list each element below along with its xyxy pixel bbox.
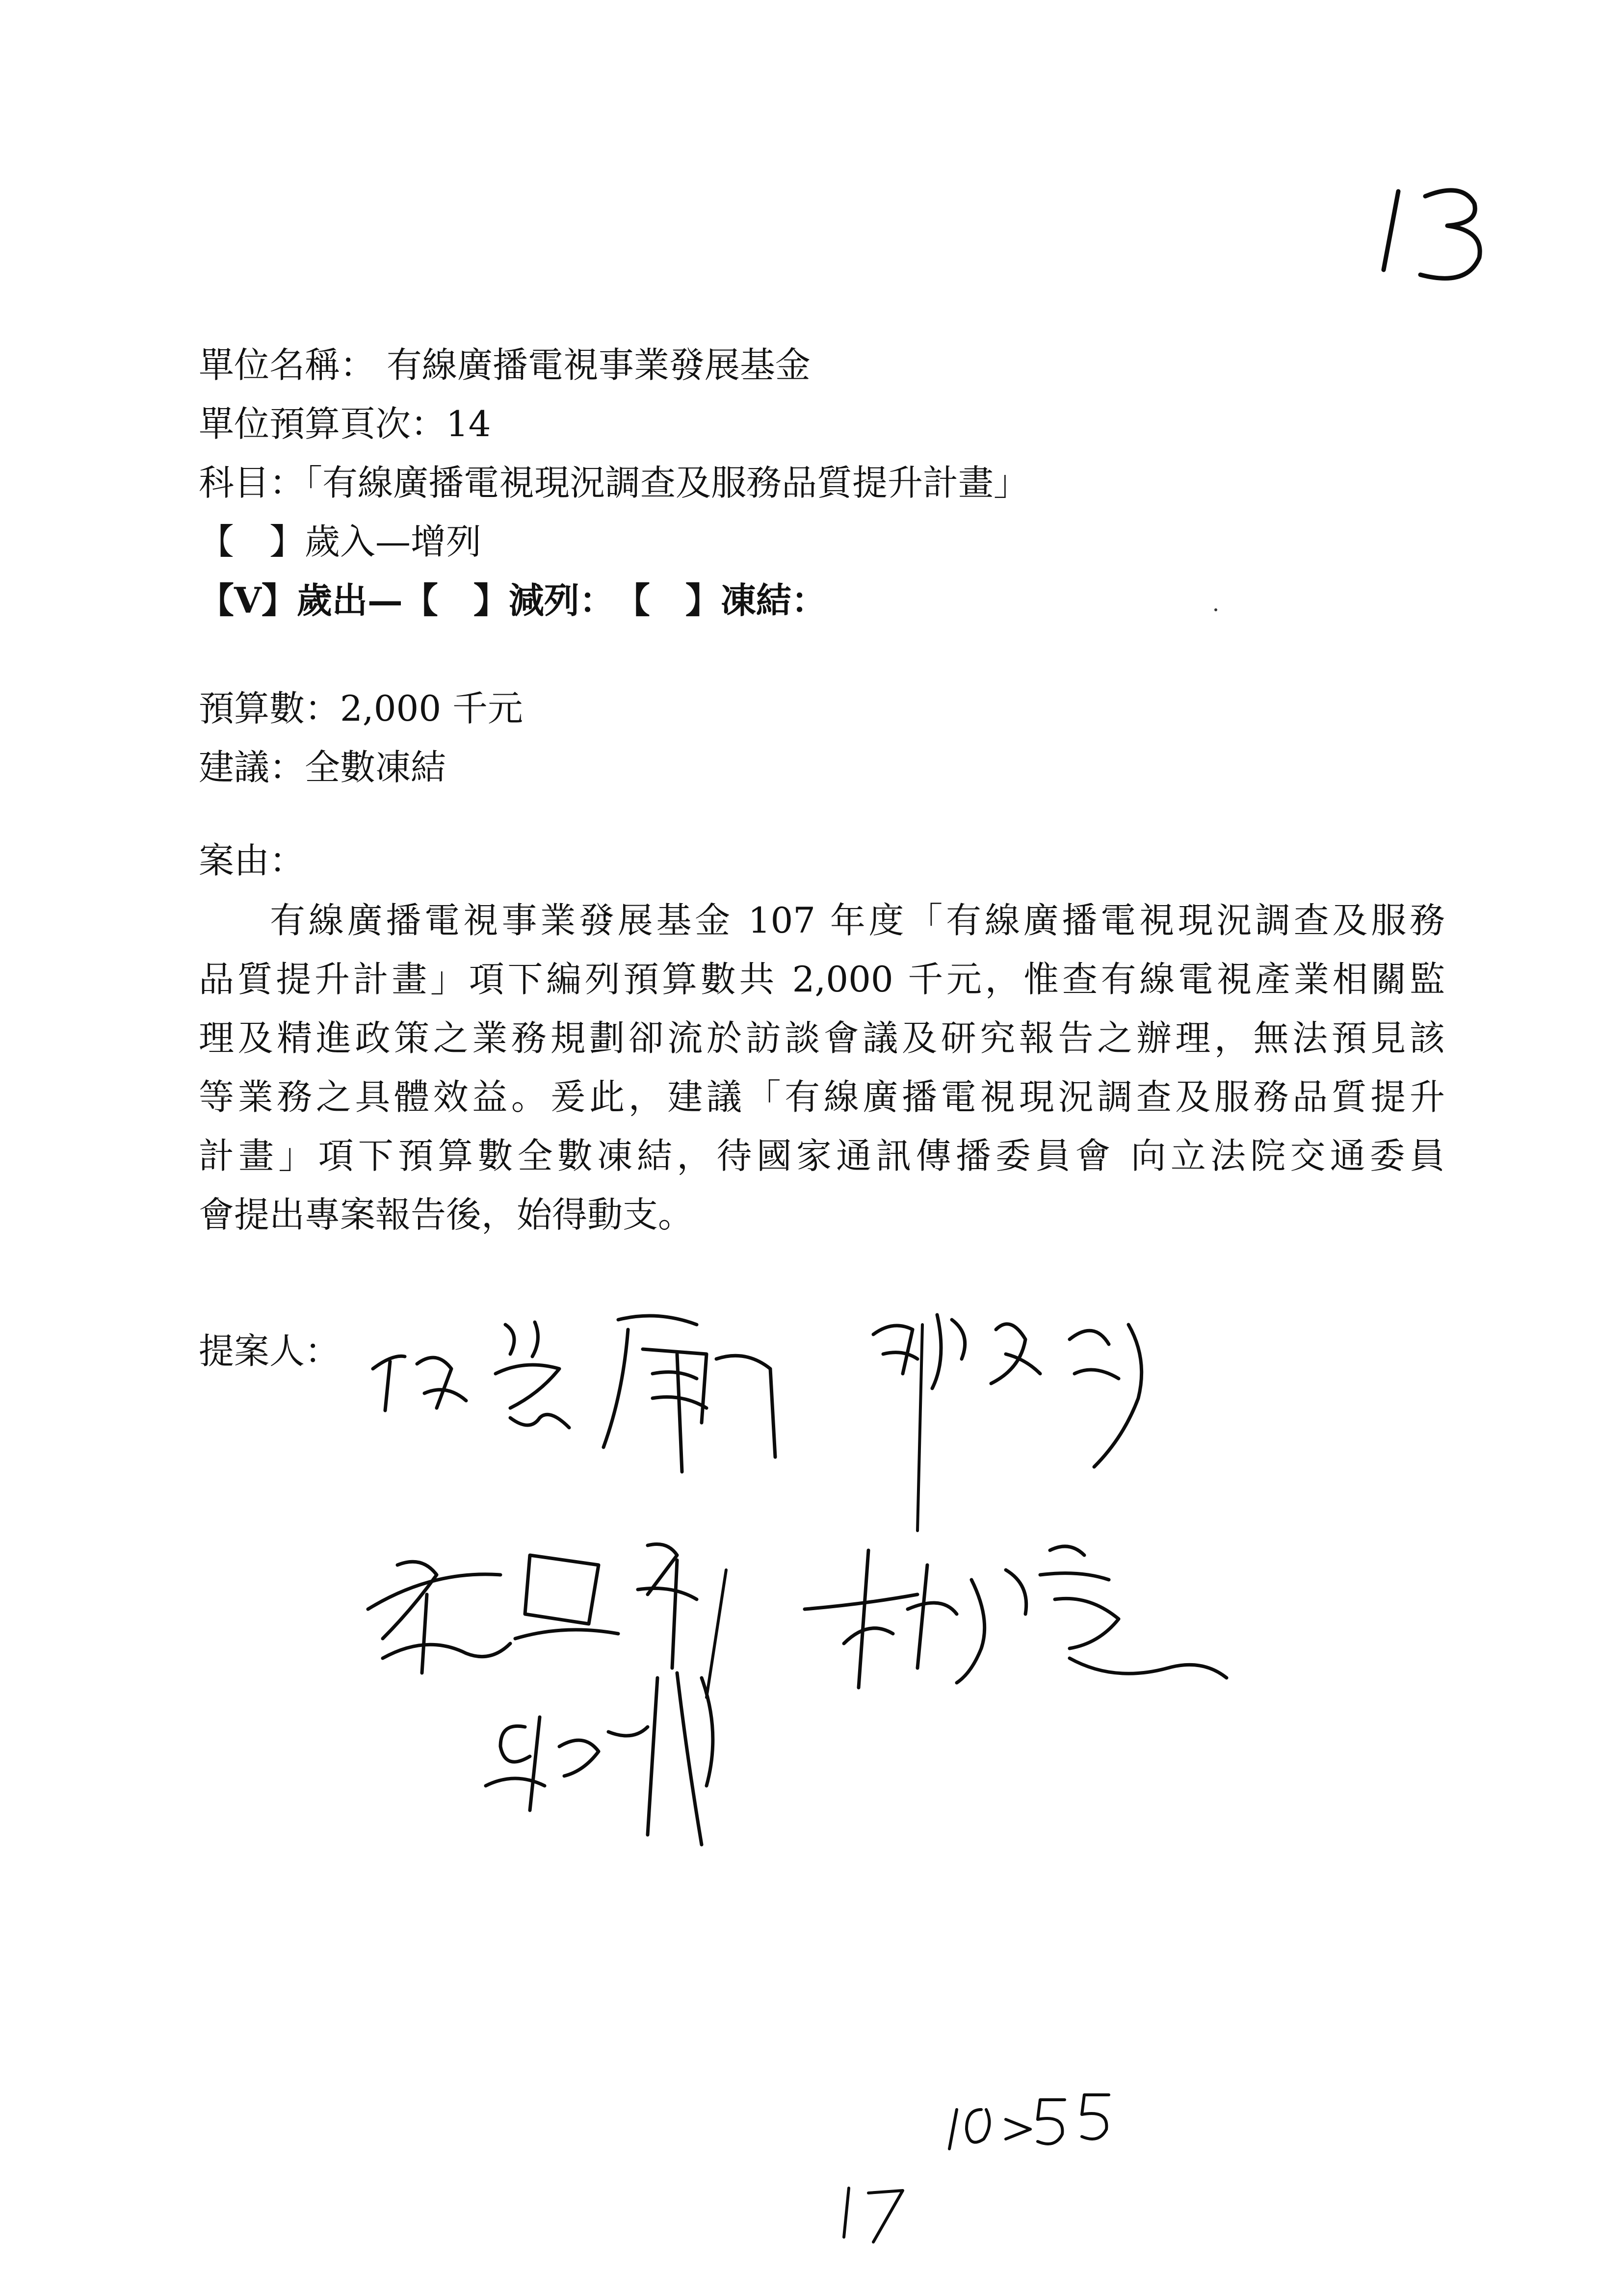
handwritten-page-number-17 (834, 2178, 913, 2247)
budget-page-number: 單位預算頁次：14 (199, 403, 491, 444)
reason-line: 品質提升計畫」項下編列預算數共 2,000 千元，惟查有線電視產業相關監 (199, 959, 1445, 1000)
reason-line: 理及精進政策之業務規劃卻流於訪談會議及研究報告之辦理，無法預見該 (199, 1018, 1445, 1059)
scan-speck (1214, 608, 1217, 611)
reason-line: 等業務之具體效益。爰此，建議「有線廣播電視現況調查及服務品質提升 (199, 1076, 1445, 1118)
reason-line: 會提出專案報告後，始得動支。 (199, 1194, 694, 1235)
handwritten-number-10-55 (942, 2080, 1128, 2159)
reason-line: 有線廣播電視事業發展基金 107 年度「有線廣播電視現況調查及服務 (270, 900, 1445, 941)
signature-1 (363, 1295, 824, 1501)
revenue-checkbox-line: 【 】歲入—增列 (199, 521, 482, 562)
signature-4 (795, 1521, 1236, 1697)
reason-label: 案由： (199, 840, 305, 881)
signature-2 (864, 1285, 1178, 1540)
expenditure-checkbox-line: 【V】歲出—【 】減列： 【 】凍結： (199, 579, 827, 621)
handwritten-page-number-13 (1369, 177, 1516, 294)
suggestion: 建議：全數凍結 (199, 747, 446, 788)
signature-5 (471, 1658, 746, 1864)
proposer-label: 提案人： (199, 1331, 341, 1372)
subject-line: 科目：「有線廣播電視現況調查及服務品質提升計畫」 (199, 462, 1029, 503)
budget-amount: 預算數：2,000 千元 (199, 688, 524, 729)
unit-name: 單位名稱： 有線廣播電視事業發展基金 (199, 344, 811, 386)
reason-line: 計畫」項下預算數全數凍結，待國家通訊傳播委員會 向立法院交通委員 (199, 1135, 1445, 1176)
